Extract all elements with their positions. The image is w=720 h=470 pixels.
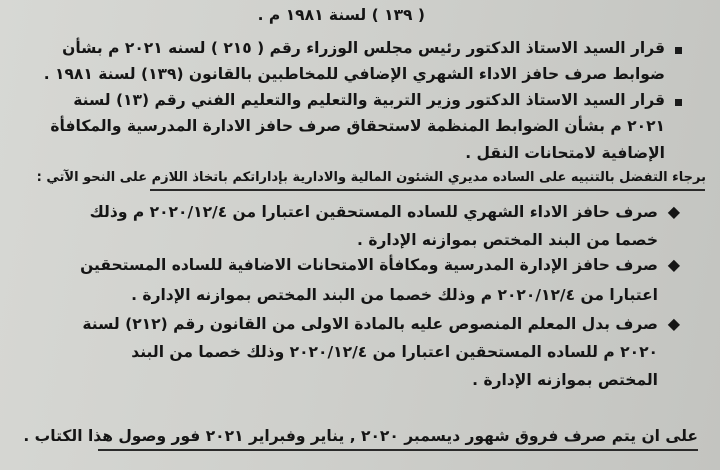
decree-2-line-3: الإضافية لامتحانات النقل . [465,144,665,162]
closing-statement: على ان يتم صرف فروق شهور ديسمبر ٢٠٢٠ , يناير وفبراير ٢٠٢١ فور وصول هذا الكتاب . [23,427,698,445]
bullet-icon [675,99,682,106]
diamond-bullet-icon: ◆ [667,202,680,221]
decree-1-line-1: قرار السيد الاستاذ الدكتور رئيس مجلس الوزراء رقم ( ٢١٥ ) لسنه ٢٠٢١ م بشأن [62,39,665,57]
diamond-bullet-icon: ◆ [667,314,680,333]
action-1-line-1: صرف حافز الاداء الشهري للساده المستحقين اعتبارا من ٢٠٢٠/١٢/٤ م وذلك [89,203,658,221]
decree-2-line-2: ٢٠٢١ م بشأن الضوابط المنظمة لاستحقاق صرف حافز الادارة المدرسية والمكافأة [50,117,665,135]
underline-divider [150,189,705,191]
action-3-line-2: ٢٠٢٠ م للساده المستحقين اعتبارا من ٢٠٢٠/١٢/٤ وذلك خصما من البند [131,343,658,361]
action-2-line-1: صرف حافز الإدارة المدرسية ومكافأة الامتحانات الاضافية للساده المستحقين [80,256,658,274]
closing-underline [98,449,698,451]
action-1-line-2: خصما من البند المختص بموازنه الإدارة . [357,231,658,249]
action-3-line-1: صرف بدل المعلم المنصوص عليه بالمادة الاولى من القانون رقم (٢١٢) لسنة [82,315,658,333]
action-3-line-3: المختص بموازنه الإدارة . [472,371,658,389]
diamond-bullet-icon: ◆ [667,255,680,274]
decree-1-line-2: ضوابط صرف حافز الاداء الشهري الإضافي للمخاطبين بالقانون (١٣٩) لسنة ١٩٨١ . [43,65,665,83]
action-2-line-2: اعتبارا من ٢٠٢٠/١٢/٤ م وذلك خصما من البند المختص بموازنه الإدارة . [131,286,658,304]
bullet-icon [675,47,682,54]
request-instruction: برجاء التفضل بالتنبيه على الساده مديري الشئون المالية والادارية بإداراتكم باتخاذ اللازم على النحو الآتي : [36,170,706,185]
decree-2-line-1: قرار السيد الاستاذ الدكتور وزير التربية والتعليم والتعليم الفني رقم (١٣) لسنة [73,91,665,109]
law-reference-line: ( ١٣٩ ) لسنة ١٩٨١ م . [257,6,425,24]
